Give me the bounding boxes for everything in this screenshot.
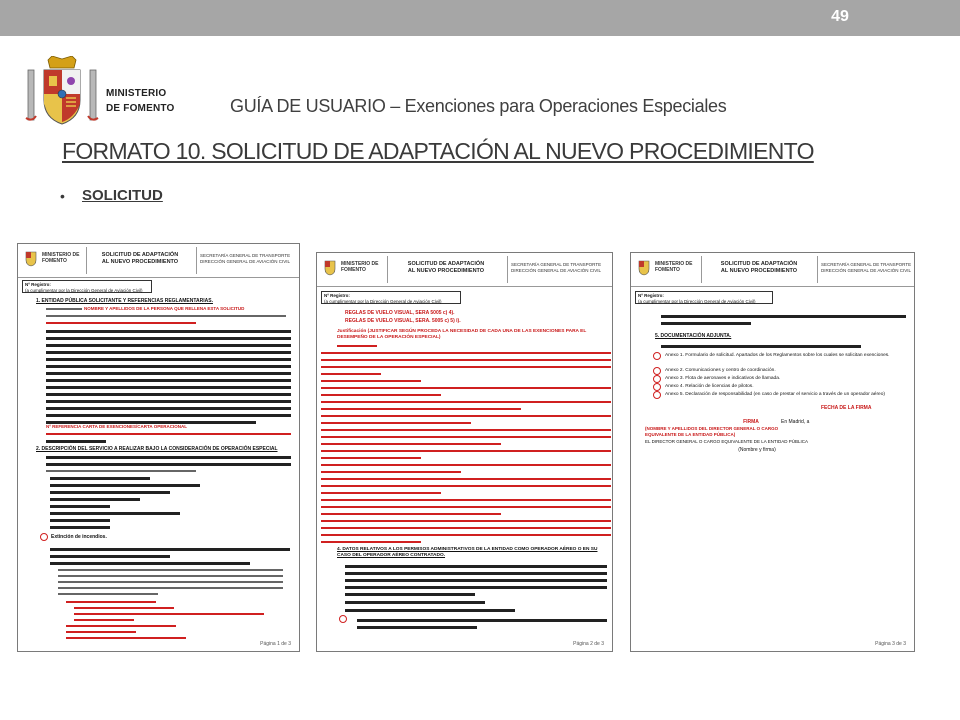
mini-crest-icon (323, 258, 337, 276)
mini-crest-icon (24, 249, 38, 267)
annex-4: Anexo 4. Relación de licencias de pilotos. (665, 384, 754, 389)
annex-2: Anexo 2. Comunicaciones y centro de coordinación. (665, 368, 776, 373)
doc-secretariat (511, 262, 611, 274)
registry-note: (a cumplimentar por la Dirección General de Aviación Civil) (324, 298, 442, 304)
selected-option-extinction: Extinción de incendios. (51, 534, 107, 540)
guide-title: GUÍA DE USUARIO – Exenciones para Operaciones Especiales (230, 96, 727, 116)
selection-circle-icon (653, 383, 661, 391)
signature-role: EL DIRECTOR GENERAL O CARGO EQUIVALENTE DE LA ENTIDAD PÚBLICA (645, 439, 809, 444)
exemption-item-1: REGLAS DE VUELO VISUAL, SERA 5005 c) 4). (345, 310, 455, 316)
page-footer: Página 2 de 3 (573, 641, 604, 647)
justification-heading: Justificación (JUSTIFICAR SEGÚN PROCEDA LA NECESIDAD DE CADA UNA DE LAS EXENCIONES PARA EL DESEMPEÑO DE LA OPERACIÓN ESPECIAL) (337, 329, 587, 340)
page-footer: Página 1 de 3 (260, 641, 291, 647)
section-2-heading: 2. DESCRIPCIÓN DEL SERVICIO A REALIZAR BAJO LA CONSIDERACIÓN DE OPERACIÓN ESPECIAL (36, 446, 278, 452)
registry-box (635, 291, 773, 304)
registry-box (22, 280, 152, 293)
doc-secretariat-2: DIRECCIÓN GENERAL DE AVIACIÓN CIVIL (821, 268, 912, 273)
annex-1: Anexo 1. Formulario de solicitud. Apartados de los Reglamentos sobre los cuales se solicitan exenciones. (665, 353, 890, 358)
registry-label: Nº Registro: (324, 293, 350, 298)
page-footer: Página 3 de 3 (875, 641, 906, 647)
doc-form-title-2: AL NUEVO PROCEDIMIENTO (720, 268, 798, 274)
section-5-heading: 5. DOCUMENTACIÓN ADJUNTA. (655, 333, 732, 339)
red-instruction-2: Nº REFERENCIA CARTA DE EXENCIONES/CARTA OPERACIONAL (46, 424, 187, 429)
ministry-line-1: MINISTERIO (106, 88, 167, 99)
document-header (317, 253, 612, 287)
selection-circle-icon (653, 391, 661, 399)
exemption-item-2: REGLAS DE VUELO VISUAL, SERA. 5005 c) 5) i). (345, 318, 461, 324)
registry-box (321, 291, 461, 304)
signature-name-placeholder: (NOMBRE Y APELLIDOS DEL DIRECTOR GENERAL O CARGO EQUIVALENTE DE LA ENTIDAD PÚBLICA) (645, 426, 779, 437)
doc-secretariat-2: DIRECCIÓN GENERAL DE AVIACIÓN CIVIL (200, 259, 291, 264)
registry-label: Nº Registro: (638, 293, 664, 298)
doc-secretariat-1: SECRETARÍA GENERAL DE TRANSPORTE (200, 253, 291, 258)
doc-form-title-1: SOLICITUD DE ADAPTACIÓN (101, 252, 179, 258)
mini-crest-icon (637, 258, 651, 276)
bullet-icon: • (60, 188, 65, 204)
signature-sub: (Nombre y firma) (738, 447, 776, 453)
doc-secretariat-2: DIRECCIÓN GENERAL DE AVIACIÓN CIVIL (511, 268, 602, 273)
selection-circle-icon (653, 375, 661, 383)
registry-note: (a cumplimentar por la Dirección General de Aviación Civil) (638, 298, 756, 304)
doc-ministry: MINISTERIO DE FOMENTO (655, 261, 693, 273)
selection-circle-icon (339, 615, 347, 623)
signature-label: FIRMA (743, 419, 759, 425)
document-header (18, 244, 299, 278)
doc-form-title (705, 261, 813, 275)
doc-secretariat-1: SECRETARÍA GENERAL DE TRANSPORTE (821, 262, 912, 267)
ministry-line-2: DE FOMENTO (106, 103, 175, 114)
doc-ministry: MINISTERIO DE FOMENTO (341, 261, 379, 273)
doc-form-title-2: AL NUEVO PROCEDIMIENTO (407, 268, 485, 274)
selection-circle-icon (653, 367, 661, 375)
doc-ministry: MINISTERIO DE FOMENTO (42, 252, 80, 264)
doc-form-title (391, 261, 501, 275)
red-instruction-1: NOMBRE Y APELLIDOS DE LA PERSONA QUE RELLENA ESTA SOLICITUD (84, 306, 245, 311)
annex-3: Anexo 3. Flota de aeronaves e indicativos de llamada. (665, 376, 781, 381)
format-title: FORMATO 10. SOLICITUD DE ADAPTACIÓN AL NUEVO PROCEDIMIENTO (62, 138, 814, 164)
section-4-heading: 4. DATOS RELATIVOS A LOS PERMISOS ADMINISTRATIVOS DE LA ENTIDAD COMO OPERADOR AÉREO O EN SU CASO DEL OPERADOR AÉREO CONTRATADO. (337, 547, 598, 558)
bullet-label-solicitud: SOLICITUD (82, 187, 163, 204)
selection-circle-icon (653, 352, 661, 360)
ministry-name (106, 86, 174, 116)
document-page-2 (316, 252, 613, 652)
doc-secretariat (200, 253, 300, 265)
document-page-3 (630, 252, 915, 652)
selection-circle-icon (40, 533, 48, 541)
slide-page-number: 49 (831, 8, 849, 25)
signature-place: En Madrid, a (781, 419, 810, 425)
doc-form-title-2: AL NUEVO PROCEDIMIENTO (101, 259, 179, 265)
doc-form-title-1: SOLICITUD DE ADAPTACIÓN (720, 261, 798, 267)
coat-of-arms-icon (22, 56, 102, 130)
registry-note: (a cumplimentar por la Dirección General de Aviación Civil) (25, 287, 143, 293)
registry-label: Nº Registro: (25, 282, 51, 287)
doc-form-title (90, 252, 190, 266)
document-page-1 (17, 243, 300, 652)
doc-secretariat (821, 262, 915, 274)
section-1-heading: 1. ENTIDAD PÚBLICA SOLICITANTE Y REFERENCIAS REGLAMENTARIAS. (36, 298, 213, 304)
annex-5: Anexo 5. Declaración de responsabilidad (en caso de prestar el servicio a través de un operador aéreo) (665, 392, 885, 397)
doc-form-title-1: SOLICITUD DE ADAPTACIÓN (407, 261, 485, 267)
document-header (631, 253, 914, 287)
doc-secretariat-1: SECRETARÍA GENERAL DE TRANSPORTE (511, 262, 602, 267)
signature-date-label: FECHA DE LA FIRMA (821, 405, 872, 411)
